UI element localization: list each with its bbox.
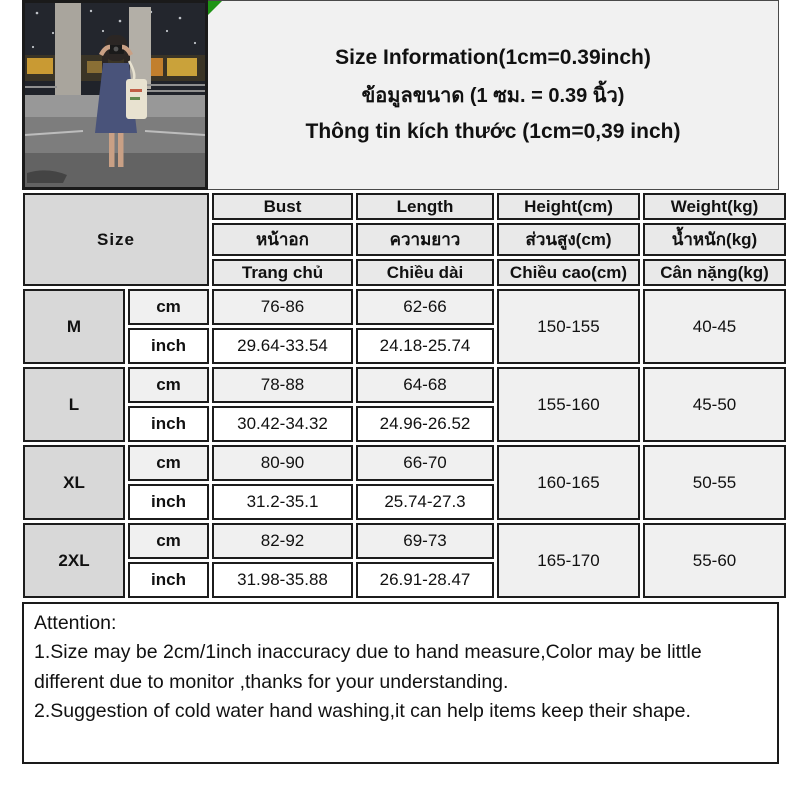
length-cm-value: 62-66	[356, 289, 494, 325]
length-inch-value: 25.74-27.3	[356, 484, 494, 520]
col-header-height-en: Height(cm)	[497, 193, 640, 220]
col-header-bust-th: หน้าอก	[212, 223, 353, 256]
size-row-label: XL	[23, 445, 125, 520]
bust-inch-value: 31.98-35.88	[212, 562, 353, 598]
height-value: 155-160	[497, 367, 640, 442]
unit-label-cm: cm	[128, 289, 209, 325]
bust-cm-value: 80-90	[212, 445, 353, 481]
col-header-bust-en: Bust	[212, 193, 353, 220]
bust-inch-value: 31.2-35.1	[212, 484, 353, 520]
size-corner-cell: Size	[23, 193, 209, 286]
length-cm-value: 64-68	[356, 367, 494, 403]
leg	[118, 133, 124, 167]
green-corner-icon	[208, 1, 222, 15]
length-cm-value: 69-73	[356, 523, 494, 559]
size-row-label: 2XL	[23, 523, 125, 598]
bust-inch-value: 30.42-34.32	[212, 406, 353, 442]
pillar-right	[129, 7, 151, 89]
height-value: 165-170	[497, 523, 640, 598]
bust-cm-value: 82-92	[212, 523, 353, 559]
unit-label-inch: inch	[128, 562, 209, 598]
length-inch-value: 24.96-26.52	[356, 406, 494, 442]
size-row-label: M	[23, 289, 125, 364]
unit-label-cm: cm	[128, 445, 209, 481]
product-photo	[22, 0, 208, 190]
size-row-label: L	[23, 367, 125, 442]
length-cm-value: 66-70	[356, 445, 494, 481]
size-table	[20, 190, 789, 601]
col-header-weight-th: น้ำหนัก(kg)	[643, 223, 786, 256]
bust-inch-value: 29.64-33.54	[212, 328, 353, 364]
top-section	[22, 0, 779, 190]
unit-label-inch: inch	[128, 406, 209, 442]
height-value: 150-155	[497, 289, 640, 364]
col-header-length-th: ความยาว	[356, 223, 494, 256]
col-header-weight-en: Weight(kg)	[643, 193, 786, 220]
attention-title: Attention:	[34, 612, 117, 634]
col-header-length-en: Length	[356, 193, 494, 220]
leg	[109, 133, 115, 167]
col-header-bust-vi: Trang chủ	[212, 259, 353, 286]
title-vietnamese: Thông tin kích thước (1cm=0,39 inch)	[305, 120, 681, 143]
height-value: 160-165	[497, 445, 640, 520]
attention-note-2: 2.Suggestion of cold water hand washing,it can help items keep their shape.	[34, 699, 691, 722]
unit-label-inch: inch	[128, 484, 209, 520]
pillar-left	[55, 3, 81, 95]
col-header-height-th: ส่วนสูง(cm)	[497, 223, 640, 256]
unit-label-cm: cm	[128, 523, 209, 559]
unit-label-inch: inch	[128, 328, 209, 364]
attention-note-1: 1.Size may be 2cm/1inch inaccuracy due to hand measure,Color may be little different due to monitor ,thanks for your understanding.	[34, 641, 702, 693]
weight-value: 40-45	[643, 289, 786, 364]
col-header-weight-vi: Cân nặng(kg)	[643, 259, 786, 286]
title-english: Size Information(1cm=0.39inch)	[335, 46, 651, 69]
title-box	[208, 0, 779, 190]
title-thai: ข้อมูลขนาด (1 ซม. = 0.39 นิ้ว)	[361, 85, 625, 107]
weight-value: 45-50	[643, 367, 786, 442]
bust-cm-value: 78-88	[212, 367, 353, 403]
length-inch-value: 26.91-28.47	[356, 562, 494, 598]
model-night-street-photo-icon	[25, 3, 205, 187]
bust-cm-value: 76-86	[212, 289, 353, 325]
weight-value: 55-60	[643, 523, 786, 598]
col-header-length-vi: Chiều dài	[356, 259, 494, 286]
col-header-height-vi: Chiều cao(cm)	[497, 259, 640, 286]
attention-box	[22, 602, 779, 764]
unit-label-cm: cm	[128, 367, 209, 403]
weight-value: 50-55	[643, 445, 786, 520]
content-area	[22, 0, 779, 764]
length-inch-value: 24.18-25.74	[356, 328, 494, 364]
